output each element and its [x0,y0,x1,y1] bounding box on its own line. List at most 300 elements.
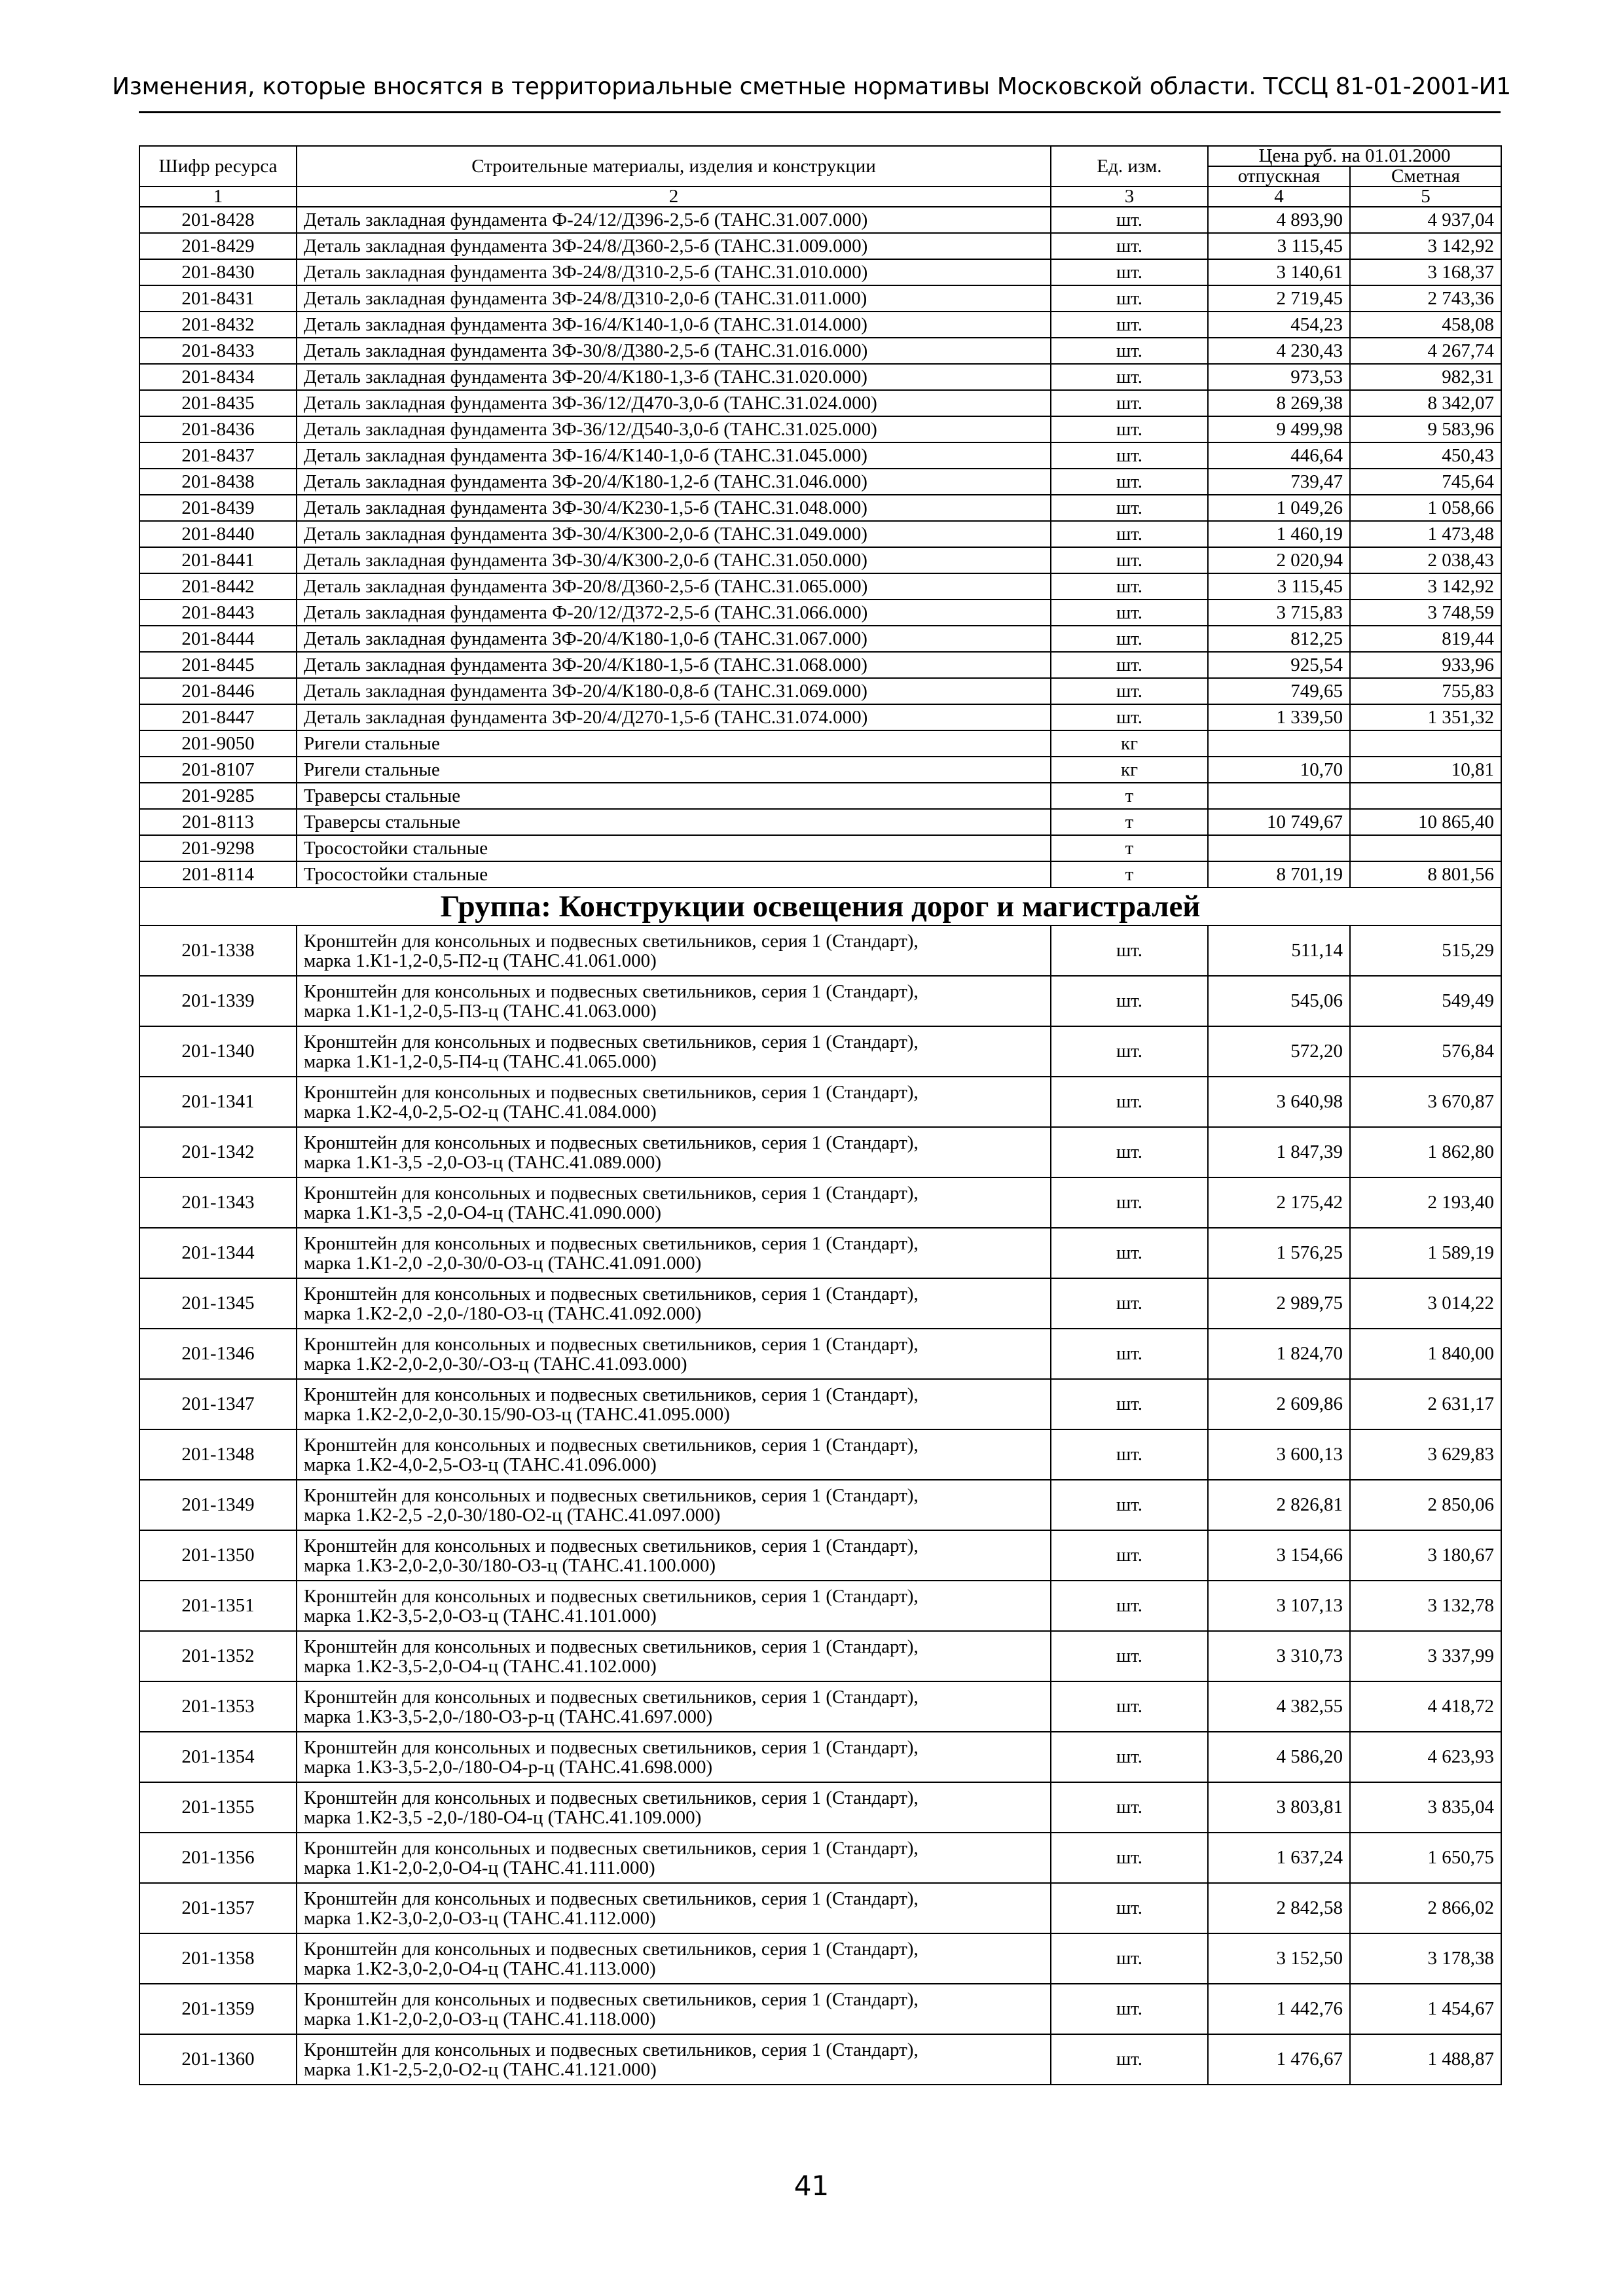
table-row [139,1480,1501,1530]
resource-unit: шт. [1051,1883,1208,1933]
resource-name-line: марка 1.К3-3,5-2,0-/180-О3-р-ц (ТАНС.41.697.000) [304,1706,713,1727]
resource-code: 201-1347 [139,1379,297,1429]
resource-name [297,1127,1051,1177]
resource-name-line: Кронштейн для консольных и подвесных светильников, серия 1 (Стандарт), [304,1384,919,1405]
release-price: 3 115,45 [1208,233,1350,259]
resource-name: Траверсы стальные [297,783,1051,809]
release-price [1208,783,1350,809]
release-price: 1 049,26 [1208,495,1350,521]
resource-name-line: Кронштейн для консольных и подвесных светильников, серия 1 (Стандарт), [304,1232,919,1254]
release-price: 1 442,76 [1208,1984,1350,2034]
table-row [139,678,1501,704]
resource-name-line: Кронштейн для консольных и подвесных светильников, серия 1 (Стандарт), [304,980,919,1002]
estimate-price: 3 337,99 [1350,1631,1501,1681]
resource-name-line: Кронштейн для консольных и подвесных светильников, серия 1 (Стандарт), [304,1837,919,1859]
table-row [139,1127,1501,1177]
estimate-price: 576,84 [1350,1026,1501,1077]
estimate-price: 2 631,17 [1350,1379,1501,1429]
release-price: 1 339,50 [1208,704,1350,730]
estimate-price [1350,835,1501,861]
table-row [139,652,1501,678]
table-row [139,1732,1501,1782]
resource-name-line: марка 1.К2-2,0 -2,0-/180-О3-ц (ТАНС.41.092.000) [304,1302,702,1324]
table-row [139,730,1501,757]
resource-name [297,1681,1051,1732]
header-release-price: отпускная [1208,166,1350,187]
release-price: 511,14 [1208,925,1350,976]
table-row [139,207,1501,233]
page-number: 41 [793,2170,830,2202]
release-price: 3 154,66 [1208,1530,1350,1581]
estimate-price: 819,44 [1350,626,1501,652]
resource-code: 201-8447 [139,704,297,730]
resource-code: 201-1344 [139,1228,297,1278]
resource-code: 201-8432 [139,312,297,338]
resource-code: 201-8443 [139,600,297,626]
estimate-price: 2 193,40 [1350,1177,1501,1228]
resource-name-line: марка 1.К2-3,0-2,0-О4-ц (ТАНС.41.113.000) [304,1958,656,1979]
release-price: 3 640,98 [1208,1077,1350,1127]
estimate-price: 2 743,36 [1350,285,1501,312]
resource-name: Ригели стальные [297,730,1051,757]
release-price: 2 609,86 [1208,1379,1350,1429]
resource-name-line: марка 1.К2-3,5 -2,0-/180-О4-ц (ТАНС.41.109.000) [304,1806,702,1828]
resource-unit: шт. [1051,1329,1208,1379]
estimate-price: 933,96 [1350,652,1501,678]
resource-unit: шт. [1051,547,1208,573]
resource-code: 201-9050 [139,730,297,757]
resource-unit: шт. [1051,1077,1208,1127]
resource-unit: шт. [1051,626,1208,652]
estimate-price: 1 589,19 [1350,1228,1501,1278]
resource-unit: т [1051,809,1208,835]
resource-name-line: Кронштейн для консольных и подвесных светильников, серия 1 (Стандарт), [304,1585,919,1607]
release-price: 8 701,19 [1208,861,1350,888]
resource-name-line: марка 1.К2-2,5 -2,0-30/180-О2-ц (ТАНС.41.097.000) [304,1504,721,1526]
release-price: 4 230,43 [1208,338,1350,364]
table-row [139,835,1501,861]
release-price: 1 460,19 [1208,521,1350,547]
resource-unit: т [1051,783,1208,809]
estimate-price: 755,83 [1350,678,1501,704]
resource-code: 201-8430 [139,259,297,285]
resource-code: 201-8436 [139,416,297,442]
resource-name: Деталь закладная фундамента 3Ф-16/4/К140-1,0-б (ТАНС.31.045.000) [297,442,1051,469]
table-row [139,1379,1501,1429]
resource-name [297,1984,1051,2034]
resource-name: Траверсы стальные [297,809,1051,835]
estimate-price: 1 488,87 [1350,2034,1501,2085]
resource-code: 201-1359 [139,1984,297,2034]
table-row [139,1177,1501,1228]
resource-name [297,1329,1051,1379]
resource-unit: шт. [1051,2034,1208,2085]
resource-unit: шт. [1051,1278,1208,1329]
estimate-price: 10 865,40 [1350,809,1501,835]
resource-code: 201-1345 [139,1278,297,1329]
estimate-price: 8 801,56 [1350,861,1501,888]
table-row [139,1833,1501,1883]
resource-name: Деталь закладная фундамента 3Ф-24/8/Д310-2,5-б (ТАНС.31.010.000) [297,259,1051,285]
resource-code: 201-8441 [139,547,297,573]
resource-name [297,1933,1051,1984]
table-row [139,1984,1501,2034]
estimate-price: 3 835,04 [1350,1782,1501,1833]
estimate-price: 1 473,48 [1350,521,1501,547]
resource-code: 201-8435 [139,390,297,416]
estimate-price: 4 418,72 [1350,1681,1501,1732]
table-row [139,547,1501,573]
release-price: 9 499,98 [1208,416,1350,442]
resource-name: Деталь закладная фундамента 3Ф-30/4/К230-1,5-б (ТАНС.31.048.000) [297,495,1051,521]
estimate-price: 8 342,07 [1350,390,1501,416]
resource-unit: т [1051,835,1208,861]
estimate-price: 10,81 [1350,757,1501,783]
resource-name-line: Кронштейн для консольных и подвесных светильников, серия 1 (Стандарт), [304,1535,919,1556]
resource-name-line: марка 1.К2-3,0-2,0-О3-ц (ТАНС.41.112.000) [304,1907,656,1929]
resource-name-line: Кронштейн для консольных и подвесных светильников, серия 1 (Стандарт), [304,1938,919,1960]
release-price: 4 893,90 [1208,207,1350,233]
resource-unit: шт. [1051,704,1208,730]
resource-code: 201-8107 [139,757,297,783]
release-price: 3 310,73 [1208,1631,1350,1681]
estimate-price: 3 629,83 [1350,1429,1501,1480]
table-row [139,757,1501,783]
release-price: 3 140,61 [1208,259,1350,285]
release-price: 2 719,45 [1208,285,1350,312]
resource-name [297,1530,1051,1581]
column-number: 1 [139,187,297,207]
release-price: 2 989,75 [1208,1278,1350,1329]
resource-name-line: Кронштейн для консольных и подвесных светильников, серия 1 (Стандарт), [304,1031,919,1052]
resource-code: 201-8431 [139,285,297,312]
resource-name-line: Кронштейн для консольных и подвесных светильников, серия 1 (Стандарт), [304,1434,919,1456]
resource-unit: шт. [1051,1429,1208,1480]
resource-unit: шт. [1051,1984,1208,2034]
release-price: 3 803,81 [1208,1782,1350,1833]
release-price: 2 826,81 [1208,1480,1350,1530]
resource-unit: шт. [1051,495,1208,521]
resource-name: Ригели стальные [297,757,1051,783]
table-row [139,1329,1501,1379]
resource-name-line: марка 1.К2-2,0-2,0-30.15/90-О3-ц (ТАНС.41.095.000) [304,1403,730,1425]
resource-unit: шт. [1051,652,1208,678]
table-row [139,1228,1501,1278]
resource-name-line: Кронштейн для консольных и подвесных светильников, серия 1 (Стандарт), [304,1283,919,1304]
table-row [139,364,1501,390]
estimate-price: 3 180,67 [1350,1530,1501,1581]
resource-name-line: Кронштейн для консольных и подвесных светильников, серия 1 (Стандарт), [304,1736,919,1758]
release-price: 4 586,20 [1208,1732,1350,1782]
resource-code: 201-8433 [139,338,297,364]
release-price: 8 269,38 [1208,390,1350,416]
header-name: Строительные материалы, изделия и конструкции [297,146,1051,187]
estimate-price: 1 650,75 [1350,1833,1501,1883]
table-row [139,312,1501,338]
table-row [139,1681,1501,1732]
table-row [139,1933,1501,1984]
resource-unit: шт. [1051,285,1208,312]
resource-name-line: марка 1.К1-3,5 -2,0-О4-ц (ТАНС.41.090.000) [304,1202,662,1223]
resource-name: Деталь закладная фундамента 3Ф-20/8/Д360-2,5-б (ТАНС.31.065.000) [297,573,1051,600]
table-row [139,1026,1501,1077]
table-row [139,1631,1501,1681]
resource-code: 201-8442 [139,573,297,600]
resource-name: Деталь закладная фундамента 3Ф-30/4/К300-2,0-б (ТАНС.31.050.000) [297,547,1051,573]
resource-name [297,1077,1051,1127]
resource-name-line: Кронштейн для консольных и подвесных светильников, серия 1 (Стандарт), [304,1787,919,1808]
resource-name [297,925,1051,976]
estimate-price: 1 840,00 [1350,1329,1501,1379]
resource-unit: шт. [1051,1782,1208,1833]
resource-name-line: Кронштейн для консольных и подвесных светильников, серия 1 (Стандарт), [304,2039,919,2060]
release-price: 454,23 [1208,312,1350,338]
resource-unit: шт. [1051,573,1208,600]
header-code: Шифр ресурса [139,146,297,187]
resource-unit: шт. [1051,1833,1208,1883]
resource-unit: шт. [1051,1530,1208,1581]
resource-code: 201-8434 [139,364,297,390]
resource-name [297,1480,1051,1530]
resource-unit: шт. [1051,1026,1208,1077]
resource-name-line: марка 1.К3-3,5-2,0-/180-О4-р-ц (ТАНС.41.698.000) [304,1756,713,1778]
resource-code: 201-8113 [139,809,297,835]
resource-name [297,1833,1051,1883]
resource-name-line: Кронштейн для консольных и подвесных светильников, серия 1 (Стандарт), [304,1484,919,1506]
release-price: 10 749,67 [1208,809,1350,835]
release-price: 2 842,58 [1208,1883,1350,1933]
release-price: 3 715,83 [1208,600,1350,626]
estimate-price: 4 623,93 [1350,1732,1501,1782]
resource-code: 201-1355 [139,1782,297,1833]
estimate-price: 2 850,06 [1350,1480,1501,1530]
resource-code: 201-1360 [139,2034,297,2085]
resource-name-line: марка 1.К2-2,0-2,0-30/-О3-ц (ТАНС.41.093.000) [304,1353,687,1374]
table-row [139,233,1501,259]
resource-code: 201-8429 [139,233,297,259]
resource-name: Тросостойки стальные [297,835,1051,861]
estimate-price: 3 142,92 [1350,233,1501,259]
estimate-price: 3 670,87 [1350,1077,1501,1127]
estimate-price: 3 132,78 [1350,1581,1501,1631]
resource-unit: шт. [1051,1581,1208,1631]
table-row [139,495,1501,521]
resource-name-line: Кронштейн для консольных и подвесных светильников, серия 1 (Стандарт), [304,1132,919,1153]
resource-name-line: Кронштейн для консольных и подвесных светильников, серия 1 (Стандарт), [304,1081,919,1103]
resource-name: Тросостойки стальные [297,861,1051,888]
release-price: 812,25 [1208,626,1350,652]
resource-code: 201-8445 [139,652,297,678]
resource-unit: шт. [1051,442,1208,469]
resource-unit: шт. [1051,364,1208,390]
resource-name-line: марка 1.К3-2,0-2,0-30/180-О3-ц (ТАНС.41.100.000) [304,1554,716,1576]
resource-code: 201-8428 [139,207,297,233]
resource-unit: шт. [1051,1177,1208,1228]
resource-code: 201-1342 [139,1127,297,1177]
estimate-price [1350,730,1501,757]
table-row [139,338,1501,364]
estimate-price: 450,43 [1350,442,1501,469]
resource-code: 201-1348 [139,1429,297,1480]
resource-name-line: марка 1.К2-4,0-2,5-О2-ц (ТАНС.41.084.000) [304,1101,657,1122]
resource-name [297,1379,1051,1429]
resource-name-line: марка 1.К1-1,2-0,5-П3-ц (ТАНС.41.063.000) [304,1000,657,1022]
release-price: 3 107,13 [1208,1581,1350,1631]
resource-name [297,976,1051,1026]
estimate-price: 3 014,22 [1350,1278,1501,1329]
resource-name-line: марка 1.К2-3,5-2,0-О4-ц (ТАНС.41.102.000) [304,1655,657,1677]
table-row [139,1782,1501,1833]
estimate-price: 2 038,43 [1350,547,1501,573]
resource-unit: шт. [1051,1681,1208,1732]
resource-name: Деталь закладная фундамента Ф-20/12/Д372-2,5-б (ТАНС.31.066.000) [297,600,1051,626]
resource-unit: шт. [1051,338,1208,364]
estimate-price [1350,783,1501,809]
resource-name: Деталь закладная фундамента 3Ф-20/4/К180-1,5-б (ТАНС.31.068.000) [297,652,1051,678]
resource-code: 201-1340 [139,1026,297,1077]
table-row [139,925,1501,976]
resource-unit: шт. [1051,1732,1208,1782]
release-price: 545,06 [1208,976,1350,1026]
table-row [139,285,1501,312]
resource-unit: шт. [1051,678,1208,704]
resource-table [139,145,1502,2085]
resource-name [297,1177,1051,1228]
resource-code: 201-1353 [139,1681,297,1732]
release-price: 3 600,13 [1208,1429,1350,1480]
table-row [139,1077,1501,1127]
resource-code: 201-9285 [139,783,297,809]
header-estimate-price: Сметная [1350,166,1501,187]
table-row [139,1581,1501,1631]
resource-name [297,1429,1051,1480]
resource-name [297,1581,1051,1631]
resource-code: 201-8114 [139,861,297,888]
resource-unit: шт. [1051,207,1208,233]
estimate-price: 9 583,96 [1350,416,1501,442]
resource-code: 201-8440 [139,521,297,547]
release-price: 749,65 [1208,678,1350,704]
resource-name-line: марка 1.К1-1,2-0,5-П4-ц (ТАНС.41.065.000) [304,1050,657,1072]
header-rule [139,111,1501,113]
resource-name: Деталь закладная фундамента 3Ф-16/4/К140-1,0-б (ТАНС.31.014.000) [297,312,1051,338]
resource-name: Деталь закладная фундамента 3Ф-20/4/К180-1,0-б (ТАНС.31.067.000) [297,626,1051,652]
estimate-price: 515,29 [1350,925,1501,976]
column-number: 5 [1350,187,1501,207]
resource-name: Деталь закладная фундамента 3Ф-36/12/Д470-3,0-б (ТАНС.31.024.000) [297,390,1051,416]
resource-unit: шт. [1051,1228,1208,1278]
resource-code: 201-9298 [139,835,297,861]
table-row [139,783,1501,809]
resource-name: Деталь закладная фундамента 3Ф-20/4/К180-1,2-б (ТАНС.31.046.000) [297,469,1051,495]
resource-unit: шт. [1051,259,1208,285]
resource-name-line: Кронштейн для консольных и подвесных светильников, серия 1 (Стандарт), [304,930,919,952]
resource-unit: шт. [1051,976,1208,1026]
resource-code: 201-1339 [139,976,297,1026]
table-row [139,809,1501,835]
table-row [139,626,1501,652]
resource-unit: шт. [1051,416,1208,442]
release-price: 1 476,67 [1208,2034,1350,2085]
resource-name [297,1883,1051,1933]
estimate-price: 1 351,32 [1350,704,1501,730]
estimate-price: 1 058,66 [1350,495,1501,521]
resource-name: Деталь закладная фундамента 3Ф-24/8/Д310-2,0-б (ТАНС.31.011.000) [297,285,1051,312]
header-price: Цена руб. на 01.01.2000 [1208,146,1501,166]
estimate-price: 1 862,80 [1350,1127,1501,1177]
resource-code: 201-1341 [139,1077,297,1127]
header-unit: Ед. изм. [1051,146,1208,187]
group-heading: Группа: Конструкции освещения дорог и магистралей [139,888,1501,925]
estimate-price: 3 142,92 [1350,573,1501,600]
resource-unit: шт. [1051,600,1208,626]
table-row [139,390,1501,416]
resource-name: Деталь закладная фундамента 3Ф-36/12/Д540-3,0-б (ТАНС.31.025.000) [297,416,1051,442]
resource-name-line: марка 1.К1-1,2-0,5-П2-ц (ТАНС.41.061.000) [304,950,657,971]
resource-code: 201-8439 [139,495,297,521]
resource-name-line: Кронштейн для консольных и подвесных светильников, серия 1 (Стандарт), [304,1636,919,1657]
table-row [139,861,1501,888]
resource-unit: шт. [1051,925,1208,976]
estimate-price: 3 168,37 [1350,259,1501,285]
resource-code: 201-1352 [139,1631,297,1681]
resource-name [297,1782,1051,1833]
resource-name: Деталь закладная фундамента Ф-24/12/Д396-2,5-б (ТАНС.31.007.000) [297,207,1051,233]
resource-name: Деталь закладная фундамента 3Ф-24/8/Д360-2,5-б (ТАНС.31.009.000) [297,233,1051,259]
resource-name: Деталь закладная фундамента 3Ф-20/4/К180-0,8-б (ТАНС.31.069.000) [297,678,1051,704]
resource-code: 201-8446 [139,678,297,704]
resource-name: Деталь закладная фундамента 3Ф-20/4/К180-1,3-б (ТАНС.31.020.000) [297,364,1051,390]
estimate-price: 745,64 [1350,469,1501,495]
resource-unit: шт. [1051,469,1208,495]
estimate-price: 4 937,04 [1350,207,1501,233]
release-price: 973,53 [1208,364,1350,390]
page-header-title: Изменения, которые вносятся в территориальные сметные нормативы Московской области. ТССЦ 81-01-2001-И1 [112,73,1511,100]
resource-name: Деталь закладная фундамента 3Ф-20/4/Д270-1,5-б (ТАНС.31.074.000) [297,704,1051,730]
estimate-price: 1 454,67 [1350,1984,1501,2034]
table-row [139,573,1501,600]
resource-name-line: Кронштейн для консольных и подвесных светильников, серия 1 (Стандарт), [304,1182,919,1204]
column-number: 3 [1051,187,1208,207]
table-row [139,1883,1501,1933]
resource-unit: шт. [1051,521,1208,547]
resource-name-line: Кронштейн для консольных и подвесных светильников, серия 1 (Стандарт), [304,1988,919,2010]
resource-code: 201-1346 [139,1329,297,1379]
table-row [139,259,1501,285]
release-price: 446,64 [1208,442,1350,469]
table-row [139,704,1501,730]
resource-name [297,1026,1051,1077]
table-row [139,600,1501,626]
resource-code: 201-8437 [139,442,297,469]
resource-code: 201-1349 [139,1480,297,1530]
column-number: 2 [297,187,1051,207]
table-row [139,1278,1501,1329]
resource-code: 201-8444 [139,626,297,652]
resource-unit: шт. [1051,233,1208,259]
release-price: 572,20 [1208,1026,1350,1077]
release-price: 2 020,94 [1208,547,1350,573]
resource-code: 201-1343 [139,1177,297,1228]
resource-name: Деталь закладная фундамента 3Ф-30/8/Д380-2,5-б (ТАНС.31.016.000) [297,338,1051,364]
resource-name-line: марка 1.К1-3,5 -2,0-О3-ц (ТАНС.41.089.000) [304,1151,662,1173]
release-price: 4 382,55 [1208,1681,1350,1732]
release-price: 3 115,45 [1208,573,1350,600]
release-price [1208,835,1350,861]
column-number: 4 [1208,187,1350,207]
resource-code: 201-1356 [139,1833,297,1883]
resource-name: Деталь закладная фундамента 3Ф-30/4/К300-2,0-б (ТАНС.31.049.000) [297,521,1051,547]
